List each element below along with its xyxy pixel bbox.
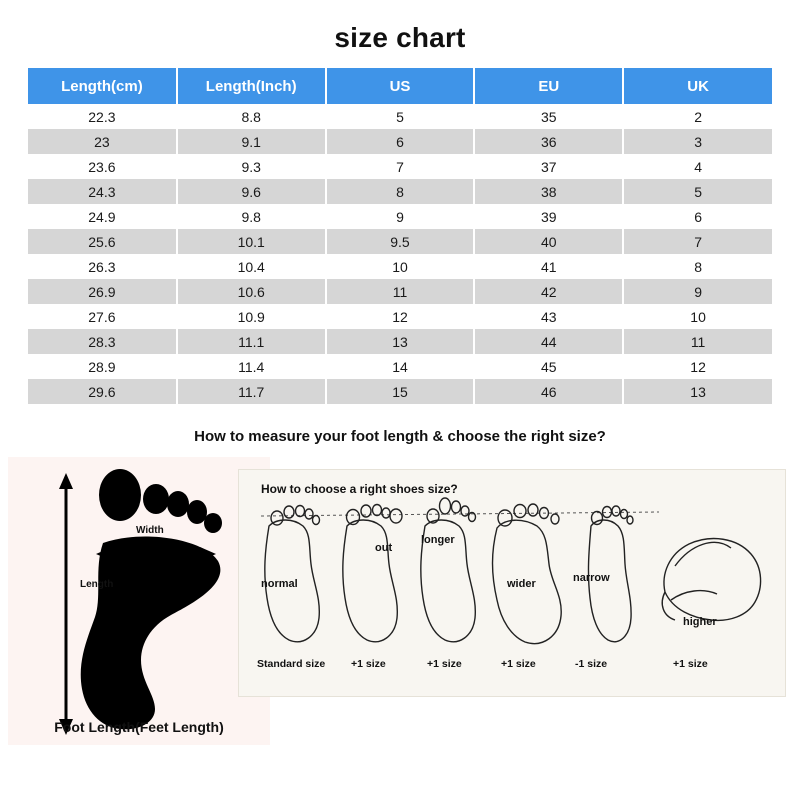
measure-heading: How to measure your foot length & choose the right size? [194,428,606,445]
cell-length-inch: 9.8 [177,204,326,229]
cell-uk: 7 [623,229,772,254]
guide-size-longer: +1 size [427,658,462,670]
size-chart-table-wrap [28,68,772,404]
guide-label-out: out [375,542,393,554]
cell-us: 13 [326,329,475,354]
foot-diagram-caption: Foot Length(Feet Length) [54,719,224,735]
cell-length-cm: 28.9 [28,354,177,379]
cell-length-cm: 27.6 [28,304,177,329]
cell-uk: 3 [623,129,772,154]
table-row [28,304,772,329]
cell-eu: 44 [474,329,623,354]
cell-eu: 37 [474,154,623,179]
cell-us: 6 [326,129,475,154]
cell-length-inch: 10.9 [177,304,326,329]
guide-size-wider: +1 size [501,658,536,670]
table-row [28,154,772,179]
cell-us: 8 [326,179,475,204]
cell-uk: 11 [623,329,772,354]
column-header-length-inch: Length(Inch) [177,68,326,104]
cell-length-inch: 9.1 [177,129,326,154]
cell-length-inch: 9.6 [177,179,326,204]
table-header-row [28,68,772,104]
cell-uk: 2 [623,104,772,129]
guide-size-narrow: -1 size [575,658,608,670]
cell-eu: 42 [474,279,623,304]
cell-uk: 10 [623,304,772,329]
table-row [28,179,772,204]
cell-length-cm: 22.3 [28,104,177,129]
table-row [28,279,772,304]
guide-size-out: +1 size [351,658,386,670]
cell-uk: 4 [623,154,772,179]
table-row [28,354,772,379]
column-header-us: US [326,68,475,104]
guide-label-longer: longer [421,534,455,546]
cell-us: 11 [326,279,475,304]
cell-eu: 35 [474,104,623,129]
cell-us: 9.5 [326,229,475,254]
cell-length-inch: 9.3 [177,154,326,179]
table-row [28,379,772,404]
size-guide-heading: How to choose a right shoes size? [261,482,458,496]
cell-us: 10 [326,254,475,279]
size-chart-table [28,68,772,404]
cell-eu: 40 [474,229,623,254]
cell-us: 9 [326,204,475,229]
cell-us: 14 [326,354,475,379]
column-header-uk: UK [623,68,772,104]
cell-length-inch: 10.4 [177,254,326,279]
cell-length-cm: 26.3 [28,254,177,279]
measure-section [0,451,800,761]
table-row [28,229,772,254]
cell-uk: 5 [623,179,772,204]
cell-length-cm: 24.9 [28,204,177,229]
foot-diagram-svg [8,457,270,745]
cell-uk: 12 [623,354,772,379]
cell-length-cm: 26.9 [28,279,177,304]
cell-us: 15 [326,379,475,404]
cell-length-cm: 25.6 [28,229,177,254]
guide-size-standard: Standard size [257,658,326,670]
column-header-eu: EU [474,68,623,104]
foot-diagram-panel [8,457,270,745]
size-guide-panel [238,469,786,697]
cell-uk: 8 [623,254,772,279]
cell-length-inch: 8.8 [177,104,326,129]
cell-length-cm: 29.6 [28,379,177,404]
cell-us: 12 [326,304,475,329]
cell-length-inch: 11.4 [177,354,326,379]
page-title: size chart [334,22,466,53]
cell-eu: 39 [474,204,623,229]
cell-uk: 6 [623,204,772,229]
cell-us: 5 [326,104,475,129]
cell-length-inch: 10.6 [177,279,326,304]
foot-width-label: Width [136,525,164,536]
cell-eu: 43 [474,304,623,329]
cell-length-inch: 10.1 [177,229,326,254]
cell-length-cm: 23 [28,129,177,154]
cell-eu: 45 [474,354,623,379]
cell-eu: 38 [474,179,623,204]
cell-eu: 41 [474,254,623,279]
cell-length-inch: 11.7 [177,379,326,404]
cell-length-cm: 28.3 [28,329,177,354]
foot-length-label: Length [80,579,114,590]
guide-size-higher: +1 size [673,658,708,670]
column-header-length-cm: Length(cm) [28,68,177,104]
cell-us: 7 [326,154,475,179]
cell-eu: 36 [474,129,623,154]
cell-uk: 13 [623,379,772,404]
table-row [28,204,772,229]
cell-length-cm: 23.6 [28,154,177,179]
guide-label-wider: wider [507,578,536,590]
table-row [28,104,772,129]
guide-label-higher: higher [683,616,717,628]
cell-uk: 9 [623,279,772,304]
guide-label-narrow: narrow [573,572,610,584]
table-row [28,254,772,279]
guide-label-normal: normal [261,578,298,590]
table-row [28,329,772,354]
cell-length-inch: 11.1 [177,329,326,354]
table-row [28,129,772,154]
cell-eu: 46 [474,379,623,404]
cell-length-cm: 24.3 [28,179,177,204]
